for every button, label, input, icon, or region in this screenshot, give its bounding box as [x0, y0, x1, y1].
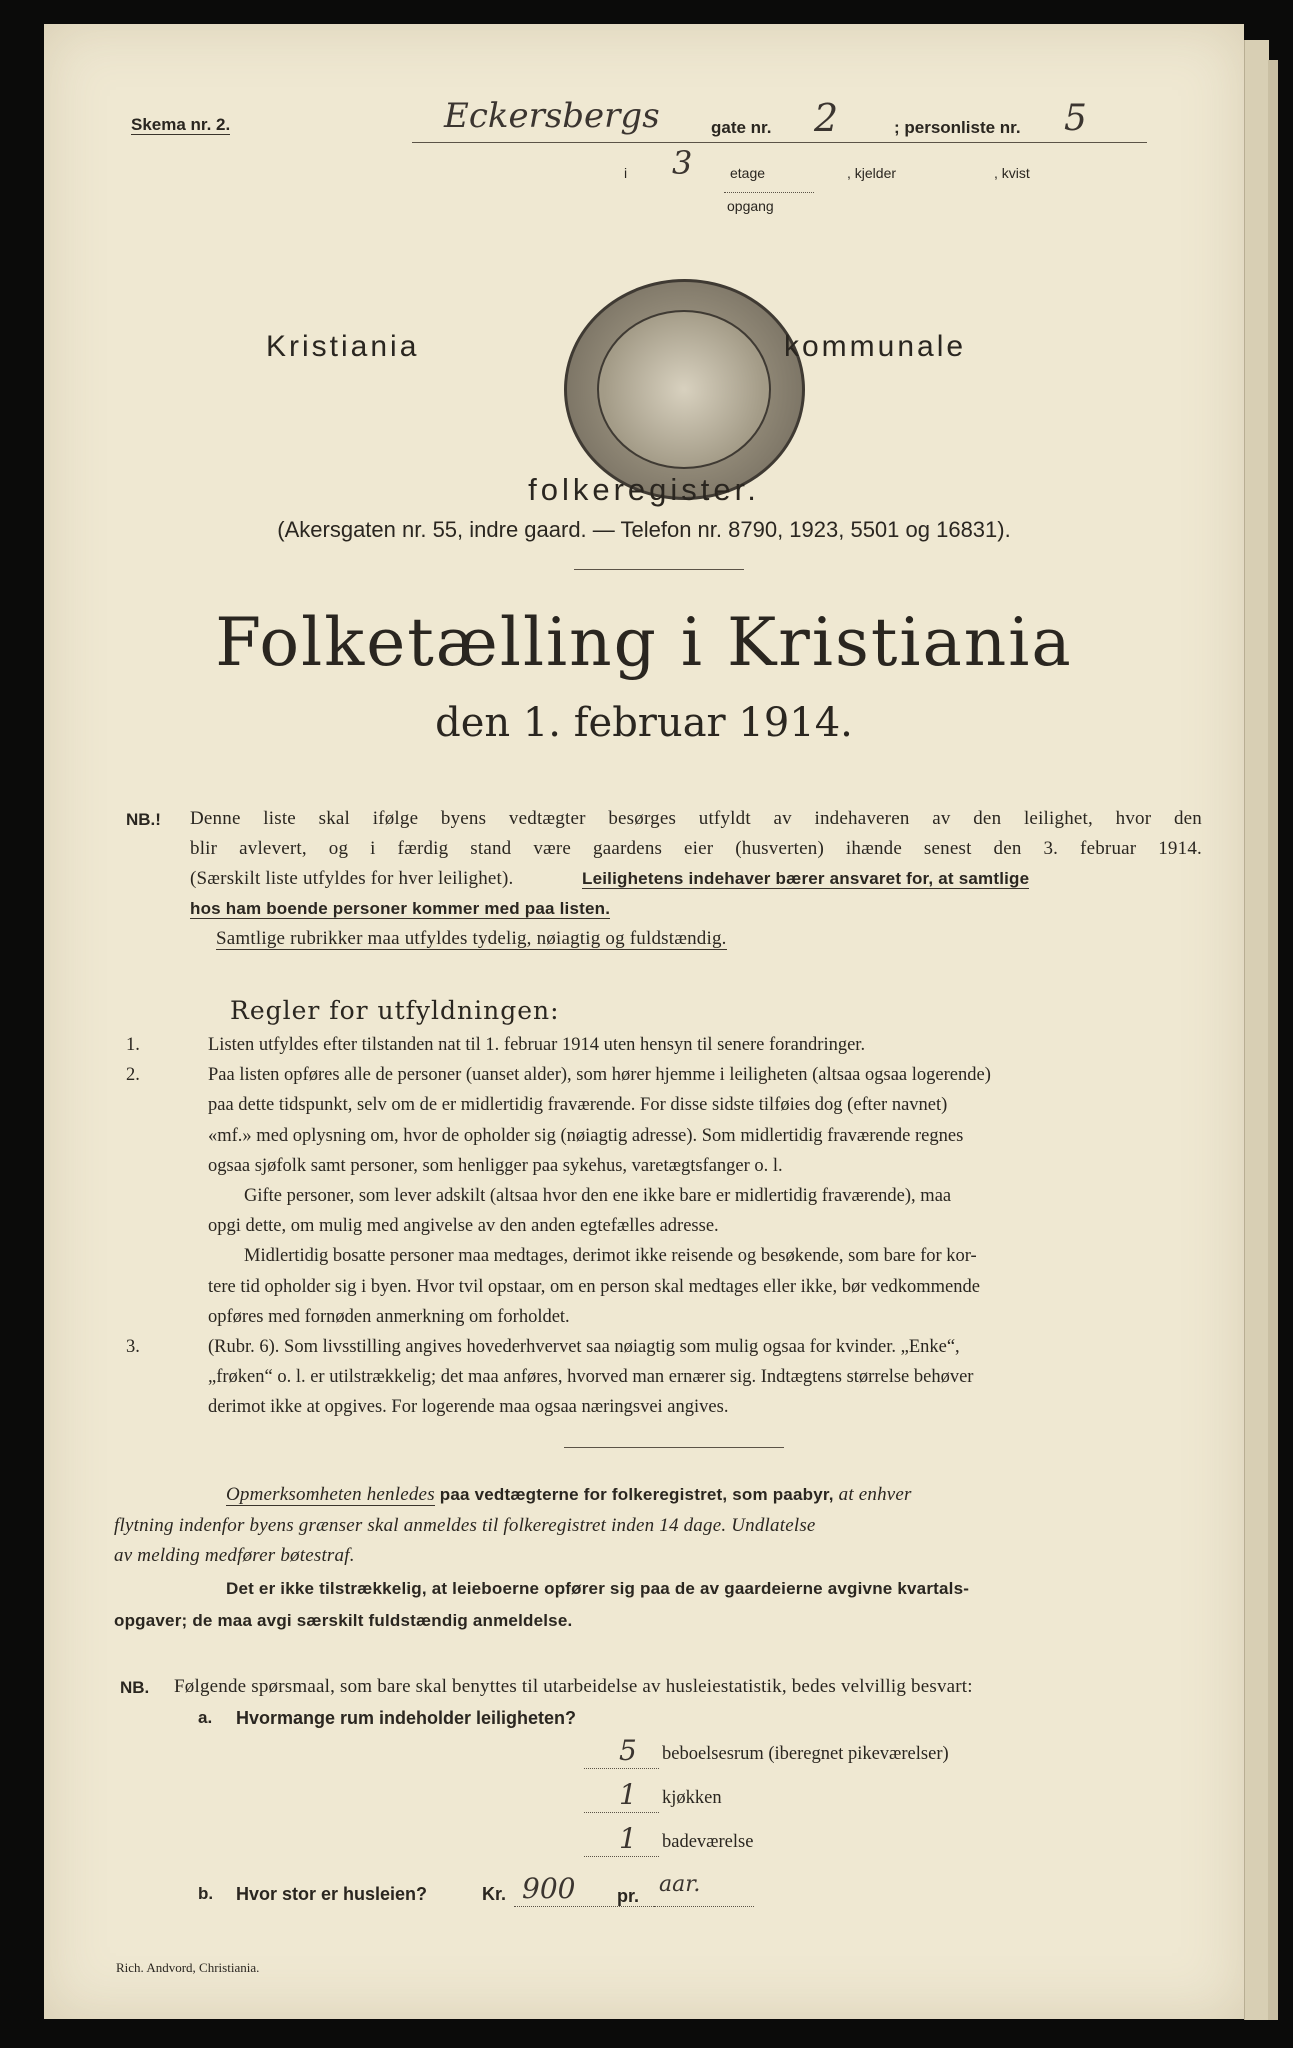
street-handwritten: Eckersbergs [444, 96, 660, 136]
rule-text: (Rubr. 6). Som livsstilling angives hovederhvervet saa nøiagtig som mulig ogsaa for kvinder. „Enke“, [208, 1336, 960, 1357]
rule-line [126, 1332, 1206, 1362]
rule-line [126, 1302, 1206, 1332]
notice-line1: Opmerksomheten henledes paa vedtægterne for folkeregistret, som paabyr, at enhver [226, 1484, 912, 1505]
office-left: Kristiania [266, 330, 420, 363]
rooms-list [544, 1734, 1104, 1872]
qa-label: a. [198, 1708, 213, 1727]
rent-handwritten: 900 [522, 1872, 576, 1905]
skema-label: Skema nr. 2. [131, 115, 231, 134]
rule-line [126, 1392, 1206, 1422]
nb1-line1: Denne liste skal ifølge byens vedtægter besørges utfyldt av indehaveren av den leilighet, hvor den [190, 808, 1202, 829]
i-label: i [624, 165, 628, 181]
etage-handwritten: 3 [672, 144, 693, 182]
rule-number: 2. [126, 1065, 140, 1086]
rule-text: ogsaa sjøfolk samt personer, som henligger paa sykehus, varetægtsfanger o. l. [208, 1155, 783, 1176]
kvist-label: , kvist [994, 165, 1030, 181]
rule-line [126, 1060, 1206, 1090]
office-right: kommunale [784, 330, 967, 363]
room-row [544, 1822, 1104, 1872]
kr-label: Kr. [482, 1884, 507, 1904]
rule-line [126, 1121, 1206, 1151]
room-count-handwritten: 1 [619, 1778, 637, 1811]
rule-text: «mf.» med oplysning om, hvor de opholder sig (nøiagtig adresse). Som midlertidig fraværende regnes [208, 1125, 964, 1146]
room-count-handwritten: 1 [619, 1822, 637, 1855]
printer-credit: Rich. Andvord, Christiania. [116, 1960, 260, 1975]
qb-question: Hvor stor er husleien? [236, 1884, 428, 1904]
rule-text: tere tid opholder sig i byen. Hvor tvil opstaar, om en person skal medtages eller ikke, bør vedkommende [208, 1276, 980, 1297]
rule-line [126, 1211, 1206, 1241]
personliste-number-handwritten: 5 [1064, 98, 1087, 139]
rule-line [126, 1030, 1206, 1060]
period-handwritten: aar. [659, 1872, 701, 1897]
qb-label: b. [198, 1884, 214, 1903]
notice-p2-line2: opgaver; de maa avgi særskilt fuldstændig anmeldelse. [114, 1611, 573, 1630]
rule-text: „frøken“ o. l. er utilstrækkelig; det maa anføres, hvorved man ernærer sig. Indtægtens størrelse behøver [208, 1367, 974, 1388]
rule-line [126, 1090, 1206, 1120]
rule-line [126, 1181, 1206, 1211]
rule-text: opføres med fornøden anmerkning om forholdet. [208, 1306, 570, 1327]
rule-line [126, 1362, 1206, 1392]
nb1-line5: Samtlige rubrikker maa utfyldes tydelig, nøiagtig og fuldstændig. [216, 928, 727, 949]
rule-line [126, 1151, 1206, 1181]
nb2-label: NB. [120, 1678, 150, 1697]
notice-p2-line1: Det er ikke tilstrækkelig, at leieboerne opfører sig paa de av gaardeierne avgivne kvartals- [226, 1579, 970, 1598]
notice-line3: av melding medfører bøtestraf. [114, 1545, 355, 1566]
form-title: Folketælling i Kristiania [215, 604, 1073, 681]
city-seal-icon [564, 279, 805, 500]
opgang-label: opgang [727, 198, 774, 214]
form-date: den 1. februar 1914. [435, 700, 853, 746]
room-label: kjøkken [662, 1788, 722, 1808]
office-address: (Akersgaten nr. 55, indre gaard. — Telefon nr. 8790, 1923, 5501 og 16831). [277, 517, 1011, 542]
gate-label: gate nr. [711, 118, 772, 137]
room-label: badeværelse [662, 1832, 754, 1852]
personliste-label: ; personliste nr. [894, 118, 1021, 137]
kjelder-label: , kjelder [847, 165, 897, 181]
gate-number-handwritten: 2 [814, 96, 839, 140]
page-edge [1244, 40, 1269, 2020]
census-form [44, 24, 1244, 2019]
rule-text: Listen utfyldes efter tilstanden nat til 1. februar 1914 uten hensyn til senere forandringer. [208, 1035, 866, 1055]
rule-line [126, 1241, 1206, 1271]
rule-text: derimot ikke at opgives. For logerende maa ogsaa næringsvei angives. [208, 1397, 729, 1418]
rules-heading: Regler for utfyldningen: [230, 996, 560, 1025]
nb1-line2: blir avlevert, og i færdig stand være gaardens eier (husverten) ihænde senest den 3. februar 1914. [190, 838, 1202, 859]
pr-label: pr. [617, 1886, 640, 1906]
nb1-label: NB.! [126, 810, 161, 829]
rule-text: paa dette tidspunkt, selv om de er midlertidig fraværende. For disse sidste tilføies dog (efter navnet) [208, 1095, 948, 1116]
rule-text: Gifte personer, som lever adskilt (altsaa hvor den ene ikke bare er midlertidig fraværende), maa [244, 1185, 952, 1206]
notice-line2: flytning indenfor byens grænser skal anmeldes til folkeregistret inden 14 dage. Undlatelse [114, 1515, 816, 1536]
rule-text: opgi dette, om mulig med angivelse av den anden egtefælles adresse. [208, 1216, 719, 1237]
rule-text: Midlertidig bosatte personer maa medtages, derimot ikke reisende og besøkende, som bare for kor- [244, 1246, 977, 1267]
rules-list [126, 1030, 1206, 1422]
rule-line [126, 1272, 1206, 1302]
rule-number: 3. [126, 1336, 140, 1357]
office-name: folkeregister. [528, 472, 760, 507]
qa-question: Hvormange rum indeholder leiligheten? [236, 1708, 577, 1728]
room-label: beboelsesrum (iberegnet pikeværelser) [662, 1744, 949, 1764]
nb1-line3a: (Særskilt liste utfyldes for hver leilighet). [190, 868, 514, 889]
nb2-intro: Følgende spørsmaal, som bare skal benyttes til utarbeidelse av husleiestatistik, bedes velvillig besvart: [174, 1676, 973, 1697]
nb1-line4: hos ham boende personer kommer med paa listen. [190, 899, 611, 918]
etage-label: etage [730, 165, 766, 181]
rule-number: 1. [126, 1035, 140, 1055]
rule-text: Paa listen opføres alle de personer (uanset alder), som hører hjemme i leiligheten (altsaa ogsaa logerende) [208, 1065, 991, 1086]
room-count-handwritten: 5 [619, 1734, 637, 1767]
nb1-line3b: Leilighetens indehaver bærer ansvaret for, at samtlige [582, 869, 1030, 888]
page-edge-back [1268, 60, 1278, 2020]
